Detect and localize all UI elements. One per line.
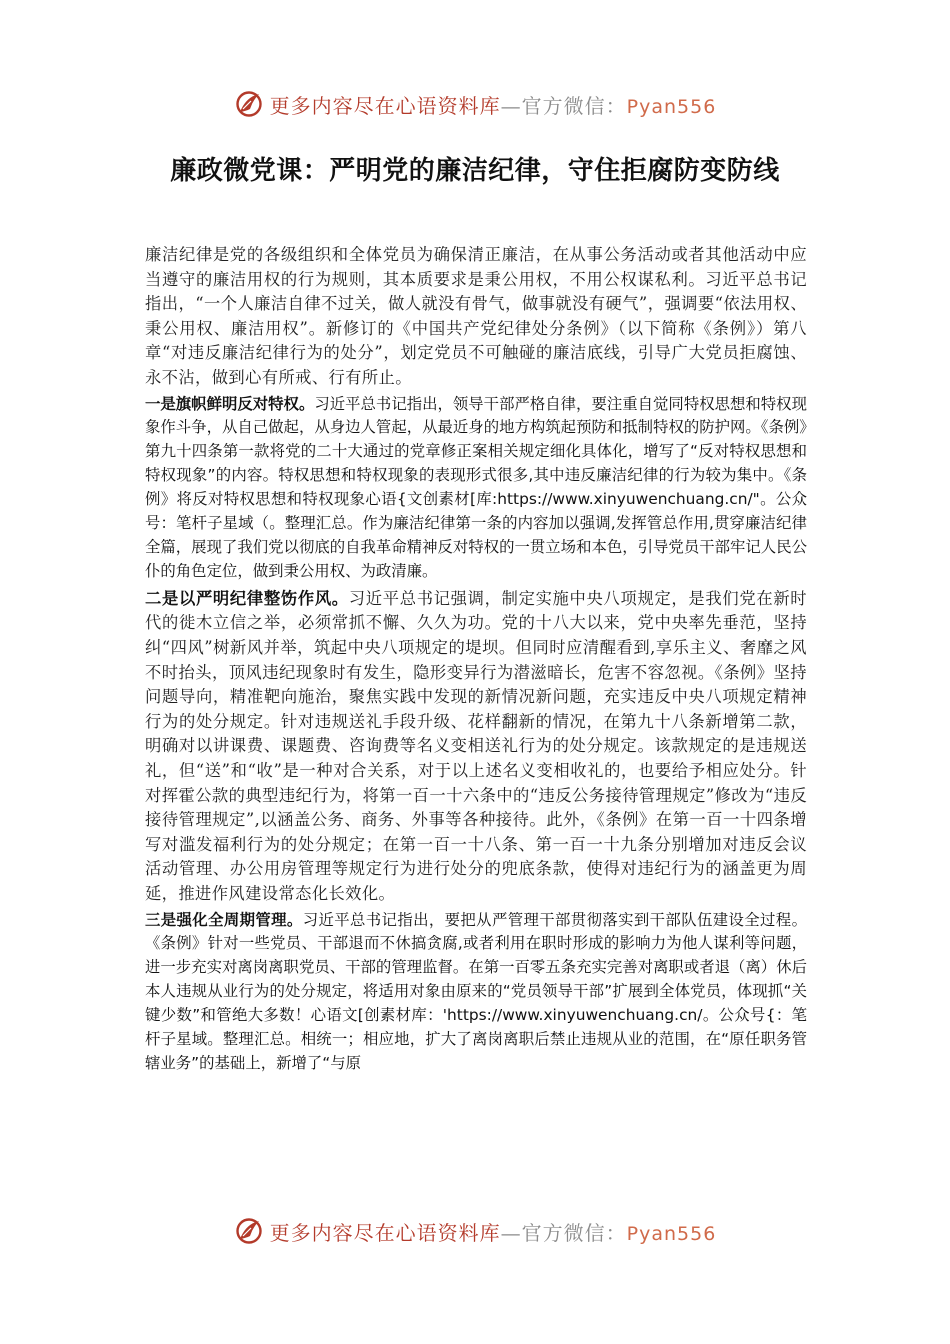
paragraph-point-two-body: 习近平总书记强调，制定实施中央八项规定，是我们党在新时代的徙木立信之举，必须常抓不懈、久久为功。党的十八大以来，党中央率先垂范，坚持纠“四风”树新风并举，筑起中央八项规定的堤坝。但同时应清醒看到,享乐主义、奢靡之风不时抬头，顶风违纪现象时有发生，隐形变异行为潜滋暗长，危害不容忽视。《条例》坚持问题导向，精准靶向施治，聚焦实践中发现的新情况新问题，充实违反中央八项规定精神行为的处分规定。针对违规送礼手段升级、花样翻新的情况，在第九十八条新增第二款，明确对以讲课费、课题费、咨询费等名义变相送礼行为的处分规定。该款规定的是违规送礼，但“送”和“收”是一种对合关系，对于以上述名义变相收礼的，也要给予相应处分。针对挥霍公款的典型违纪行为，将第一百一十六条中的“违反公务接待管理规定”修改为“违反接待管理规定”,以涵盖公务、商务、外事等各种接待。此外，《条例》在第一百一十四条增写对滥发福利行为的处分规定；在第一百一十八条、第一百一十九条分别增加对违反会议活动管理、办公用房管理等规定行为进行处分的兜底条款，使得对违纪行为的涵盖更为周延，推进作风建设常态化长效化。: [145, 588, 807, 903]
header-wechat-label: 官方微信：: [521, 93, 627, 118]
header-wechat-id: Pyan556: [626, 95, 717, 118]
pen-logo-icon: [234, 89, 264, 119]
footer-banner: [0, 1211, 950, 1251]
paragraph-point-three-lead: 三是强化全周期管理。: [145, 910, 303, 929]
paragraph-point-one-body: 习近平总书记指出，领导干部严格自律，要注重自觉同特权思想和特权现象作斗争，从自己做起，从身边人管起，从最近身的地方构筑起预防和抵制特权的防护网。《条例》第九十四条第一款将党的二十大通过的党章修正案相关规定细化具体化，增写了“反对特权思想和特权现象”的内容。特权思想和特权现象的表现形式很多,其中违反廉洁纪律的行为较为集中。《条例》将反对特权思想和特权现象心语{文创素材[库:https://www.xinyuwenchuang.cn/"。公众号：笔杆子星域（。整理汇总。作为廉洁纪律第一条的内容加以强调,发挥管总作用,贯穿廉洁纪律全篇，展现了我们党以彻底的自我革命精神反对特权的一贯立场和本色，引导党员干部牢记人民公仆的角色定位，做到秉公用权、为政清廉。: [145, 394, 807, 580]
footer-site-text: 更多内容尽在心语资料库: [269, 1220, 501, 1245]
paragraph-intro: [145, 243, 807, 391]
footer-wechat-id: Pyan556: [626, 1222, 717, 1245]
paragraph-intro-body: 廉洁纪律是党的各级组织和全体党员为确保清正廉洁，在从事公务活动或者其他活动中应当遵守的廉洁用权的行为规则，其本质要求是秉公用权，不用公权谋私利。习近平总书记指出，“一个人廉洁自律不过关，做人就没有骨气，做事就没有硬气”，强调要“依法用权、秉公用权、廉洁用权”。新修订的《中国共产党纪律处分条例》（以下简称《条例》）第八章“对违反廉洁纪律行为的处分”，划定党员不可触碰的廉洁底线，引导广大党员拒腐蚀、永不沾，做到心有所戒、行有所止。: [145, 245, 807, 387]
paragraph-point-three-body: 习近平总书记指出，要把从严管理干部贯彻落实到干部队伍建设全过程。《条例》针对一些党员、干部退而不休搞贪腐,或者利用在职时形成的影响力为他人谋利等问题，进一步充实对离岗离职党员、干部的管理监督。在第一百零五条充实完善对离职或者退（离）休后本人违规从业行为的处分规定，将适用对象由原来的“党员领导干部”扩展到全体党员，体现抓“关键少数”和管绝大多数！心语文[创素材库：'https://www.xinyuwenchuang.cn/。公众号{：笔杆子星域。整理汇总。相统一；相应地，扩大了离岗离职后禁止违规从业的范围，在“原任职务管辖业务”的基础上，新增了“与原: [145, 910, 807, 1072]
paragraph-point-two: [145, 587, 807, 907]
paragraph-point-two-lead: 二是以严明纪律整饬作风。: [145, 588, 349, 608]
header-separator: —: [500, 93, 522, 118]
pen-logo-icon: [234, 1216, 264, 1246]
paragraph-point-one-lead: 一是旗帜鲜明反对特权。: [145, 394, 315, 413]
header-site-text: 更多内容尽在心语资料库: [269, 93, 501, 118]
header-banner-text: [270, 90, 717, 119]
footer-separator: —: [500, 1220, 522, 1245]
document-body: [145, 243, 807, 1076]
footer-banner-text: [270, 1217, 717, 1246]
document-title: 廉政微党课：严明党的廉洁纪律，守住拒腐防变防线: [170, 156, 780, 186]
paragraph-point-one: [145, 393, 807, 584]
footer-wechat-label: 官方微信：: [521, 1220, 627, 1245]
paragraph-point-three: [145, 909, 807, 1076]
header-banner: [0, 84, 950, 124]
